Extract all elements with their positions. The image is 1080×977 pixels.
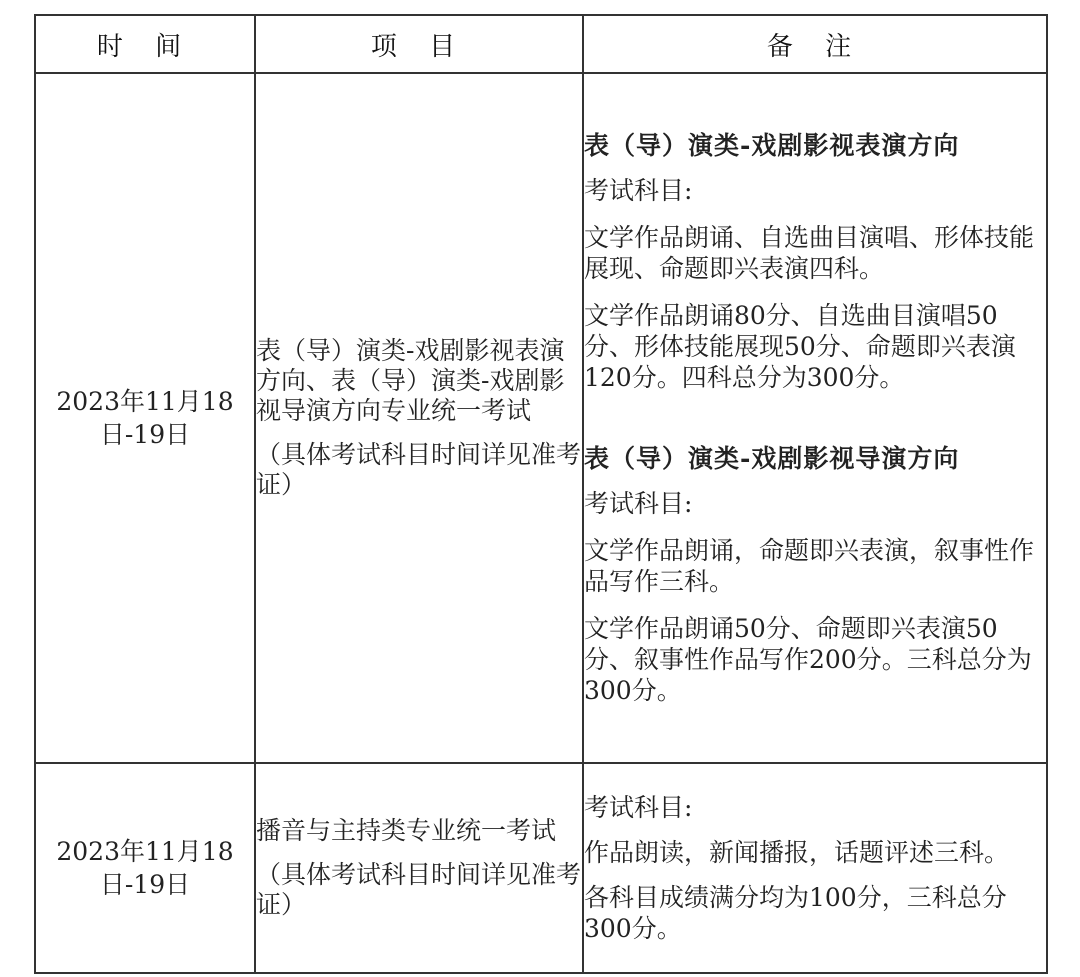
table-header-row — [35, 15, 1047, 73]
subjects-list: 文学作品朗诵、自选曲目演唱、形体技能展现、命题即兴表演四科。 — [584, 223, 1035, 283]
exam-schedule-table — [34, 14, 1048, 974]
item-cell — [255, 73, 583, 763]
subjects-label: 考试科目: — [584, 176, 693, 205]
item-title: 表（导）演类-戏剧影视表演方向、表（导）演类-戏剧影视导演方向专业统一考试 — [256, 336, 565, 425]
notes-cell — [583, 73, 1047, 763]
section-heading: 表（导）演类-戏剧影视导演方向 — [584, 444, 960, 473]
score-breakdown: 文学作品朗诵80分、自选曲目演唱50分、形体技能展现50分、命题即兴表演120分。四科总分为300分。 — [584, 301, 1016, 392]
header-time: 时 间 — [35, 15, 255, 73]
table-row — [35, 763, 1047, 973]
item-note: （具体考试科目时间详见准考证） — [256, 860, 582, 919]
header-notes: 备 注 — [583, 15, 1047, 73]
table-row — [35, 73, 1047, 763]
item-title: 播音与主持类专业统一考试 — [256, 816, 557, 845]
notes-cell — [583, 763, 1047, 973]
item-note: （具体考试科目时间详见准考证） — [256, 440, 582, 499]
time-cell: 2023年11月18日-19日 — [35, 763, 255, 973]
subjects-list: 作品朗读，新闻播报，话题评述三科。 — [584, 838, 1010, 867]
item-cell — [255, 763, 583, 973]
header-item: 项 目 — [255, 15, 583, 73]
subjects-label: 考试科目: — [584, 793, 693, 822]
time-cell: 2023年11月18日-19日 — [35, 73, 255, 763]
subjects-list: 文学作品朗诵，命题即兴表演，叙事性作品写作三科。 — [584, 536, 1035, 596]
subjects-label: 考试科目: — [584, 489, 693, 518]
score-breakdown: 各科目成绩满分均为100分，三科总分300分。 — [584, 883, 1007, 943]
score-breakdown: 文学作品朗诵50分、命题即兴表演50分、叙事性作品写作200分。三科总分为300分。 — [584, 614, 1032, 705]
section-heading: 表（导）演类-戏剧影视表演方向 — [584, 131, 960, 160]
